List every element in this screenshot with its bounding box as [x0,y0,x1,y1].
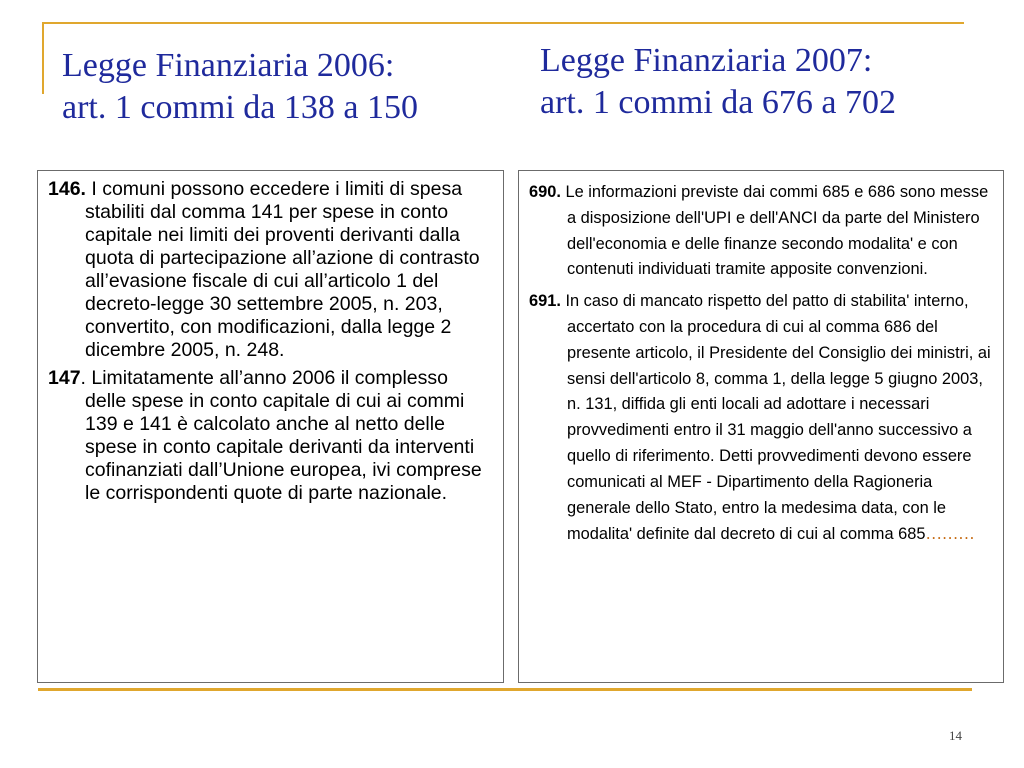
paragraph-text: I comuni possono eccedere i limiti di spesa stabiliti dal comma 141 per spese in conto capitale nei limiti dei proventi derivanti dalla quota di partecipazione all’azione di contrasto all’evasione fiscale di cui all’articolo 1 del decreto-legge 30 settembre 2005, n. 203, convertito, con modificazioni, dalla legge 2 dicembre 2005, n. 248. [85,178,480,361]
title-left-line2: art. 1 commi da 138 a 150 [62,89,418,126]
paragraph-text: In caso di mancato rispetto del patto di stabilita' interno, accertato con la procedura di cui al comma 686 del presente articolo, il Presidente del Consiglio dei ministri, ai sensi dell'articolo 8, comma 1, della legge 5 giugno 2003, n. 131, diffida gli enti locali ad adottare i necessari provvedimenti entro il 31 maggio dell'anno successivo a quello di riferimento. Detti provvedimenti devono essere comunicati al MEF - Dipartimento della Ragioneria generale dello Stato, entro la medesima data, con le modalita' definite dal decreto di cui al comma 685 [560,292,991,544]
paragraph-147 [48,367,493,505]
bottom-rule [38,688,972,691]
page-number: 14 [949,728,962,743]
ellipsis: ……… [925,524,975,544]
title-left [62,45,418,129]
paragraph-690 [529,180,993,283]
title-right-line1: Legge Finanziaria 2007: [540,42,873,79]
left-text-box [37,170,504,683]
paragraph-text: Le informazioni previste dai commi 685 e 686 sono messe a disposizione dell'UPI e dell'ANCI da parte del Ministero dell'economia e delle finanze secondo modalita' e con contenuti individuati tramite apposite convenzioni. [560,183,989,279]
title-left-line1: Legge Finanziaria 2006: [62,47,395,84]
paragraph-number: 146. [48,178,86,200]
left-rule [42,22,44,94]
title-right [540,40,896,124]
title-right-line2: art. 1 commi da 676 a 702 [540,84,896,121]
top-rule [42,22,964,24]
paragraph-146 [48,178,493,362]
paragraph-number: 691. [529,292,561,311]
paragraph-number: 147 [48,367,81,389]
paragraph-number: 690. [529,183,561,201]
paragraph-text: . Limitatamente all’anno 2006 il complesso delle spese in conto capitale di cui ai commi 139 e 141 è calcolato anche al netto delle spese in conto capitale derivanti da interventi cofinanziati dall’Unione europea, ivi comprese le corrispondenti quote di parte nazionale. [80,367,482,504]
paragraph-691 [529,289,993,548]
right-text-box [518,170,1004,683]
